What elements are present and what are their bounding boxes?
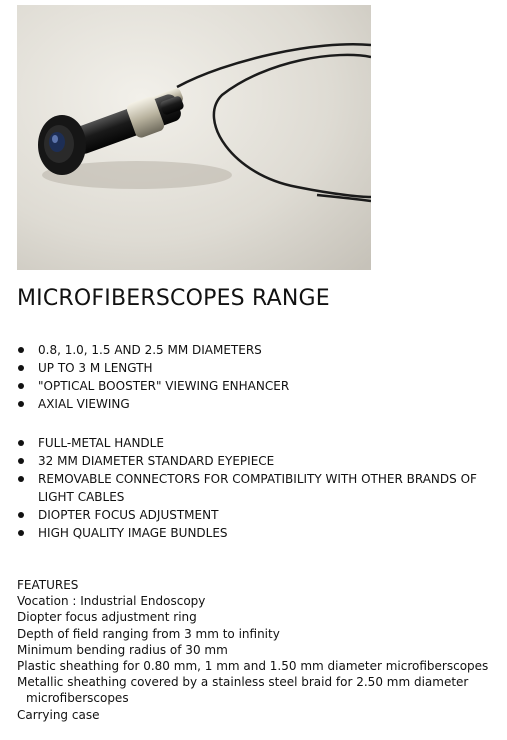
product-photo bbox=[17, 5, 371, 270]
feature-line: Metallic sheathing covered by a stainless steel braid for 2.50 mm diameter microfiberscopes bbox=[17, 675, 469, 706]
list-item: HIGH QUALITY IMAGE BUNDLES bbox=[17, 524, 487, 542]
fiberscope-photo-icon bbox=[17, 5, 371, 270]
features-section bbox=[17, 577, 502, 723]
feature-line: Depth of field ranging from 3 mm to infinity bbox=[17, 626, 280, 641]
bullet-list-primary bbox=[17, 341, 487, 413]
list-item: FULL-METAL HANDLE bbox=[17, 434, 487, 452]
feature-line: Minimum bending radius of 30 mm bbox=[17, 642, 228, 657]
list-item: UP TO 3 M LENGTH bbox=[17, 359, 487, 377]
feature-line: Vocation : Industrial Endoscopy bbox=[17, 594, 206, 609]
list-item: 0.8, 1.0, 1.5 AND 2.5 MM DIAMETERS bbox=[17, 341, 487, 359]
feature-line: Carrying case bbox=[17, 707, 100, 722]
feature-line: Plastic sheathing for 0.80 mm, 1 mm and 1.50 mm diameter microfiberscopes bbox=[17, 659, 489, 674]
feature-line: Diopter focus adjustment ring bbox=[17, 610, 197, 625]
list-item: DIOPTER FOCUS ADJUSTMENT bbox=[17, 506, 487, 524]
list-item: 32 MM DIAMETER STANDARD EYEPIECE bbox=[17, 452, 487, 470]
page-title: MICROFIBERSCOPES RANGE bbox=[17, 286, 330, 311]
features-heading: FEATURES bbox=[17, 578, 79, 592]
bullet-list-secondary bbox=[17, 434, 487, 542]
list-item: AXIAL VIEWING bbox=[17, 395, 487, 413]
list-item: "OPTICAL BOOSTER" VIEWING ENHANCER bbox=[17, 377, 487, 395]
list-item: REMOVABLE CONNECTORS FOR COMPATIBILITY WITH OTHER BRANDS OF LIGHT CABLES bbox=[17, 470, 487, 506]
